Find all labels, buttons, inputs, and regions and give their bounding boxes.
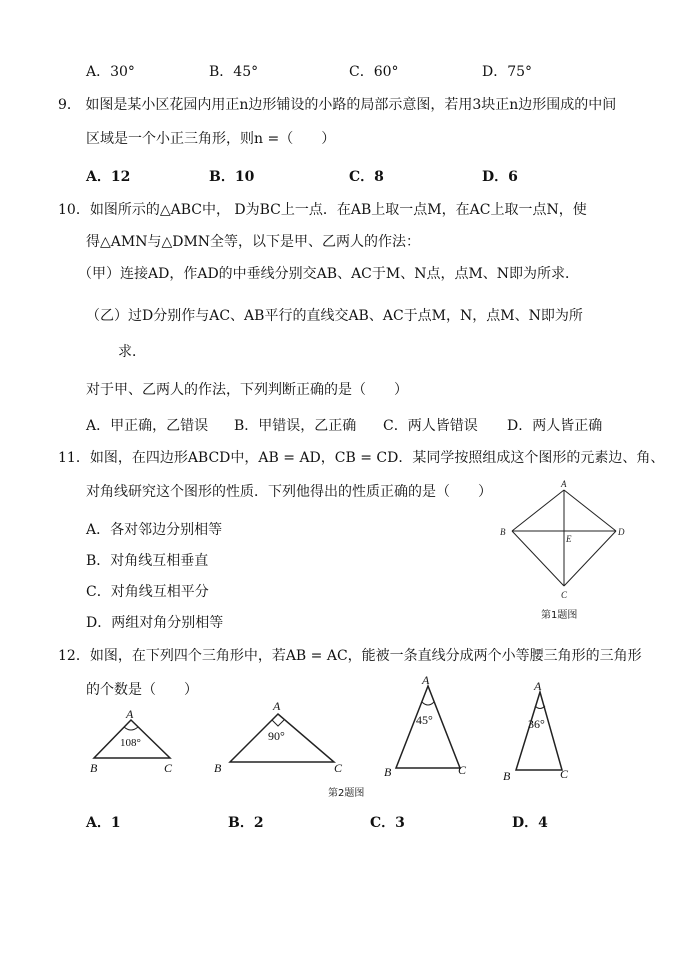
- tri1-angle-label: 108°: [120, 737, 141, 749]
- kite-label-c: C: [561, 590, 568, 600]
- q10-stem-line2: 得△AMN与△DMN全等，以下是甲、乙两人的作法：: [86, 234, 421, 250]
- q8-option-a: A．30°: [86, 64, 135, 80]
- q10-method-jia: （甲）连接AD，作AD的中垂线分别交AB、AC于M、N点，点M、N即为所求．: [78, 266, 580, 282]
- q9-option-d: D．6: [482, 169, 518, 185]
- q8-option-d: D．75°: [482, 64, 533, 80]
- tri2-label-b: B: [214, 761, 222, 775]
- kite-label-d: D: [618, 527, 625, 537]
- q10-option-d: D．两人皆正确: [507, 418, 603, 434]
- tri2-angle-label: 90°: [268, 729, 285, 743]
- tri4-label-a: A: [534, 679, 542, 693]
- q11-option-a: A．各对邻边分别相等: [86, 522, 223, 538]
- tri2-label-a: A: [273, 699, 281, 713]
- q11-option-b: B．对角线互相垂直: [86, 553, 209, 569]
- q11-option-d: D．两组对角分别相等: [86, 615, 224, 631]
- q12-option-d: D．4: [512, 815, 548, 831]
- q11-option-c: C．对角线互相平分: [86, 584, 209, 600]
- q9-option-a: A．12: [86, 169, 131, 185]
- q12-triangle-36: [500, 676, 590, 784]
- kite-side-dc: [564, 531, 616, 586]
- tri3-label-c: C: [458, 763, 467, 777]
- q11-kite-figure: [490, 478, 640, 608]
- tri3-label-b: B: [384, 765, 392, 779]
- q12-option-a: A．1: [86, 815, 121, 831]
- q12-figure-caption: 第2题图: [328, 788, 365, 799]
- kite-side-ad: [564, 490, 616, 531]
- kite-label-a: A: [561, 479, 567, 489]
- q10-option-c: C．两人皆错误: [383, 418, 478, 434]
- q10-prompt: 对于甲、乙两人的作法，下列判断正确的是（ ）: [86, 382, 408, 398]
- kite-side-ab: [512, 490, 564, 531]
- q12-triangle-108: [86, 706, 186, 776]
- kite-side-bc: [512, 531, 564, 586]
- tri3-angle-label: 45°: [416, 713, 433, 727]
- tri3-label-a: A: [422, 673, 430, 687]
- q8-option-b: B．45°: [209, 64, 259, 80]
- q12-option-c: C．3: [370, 815, 405, 831]
- q12-triangle-45: [380, 672, 480, 780]
- q12-option-b: B．2: [228, 815, 264, 831]
- tri4-angle-label: 36°: [528, 717, 545, 731]
- q10-stem-line1: 10．如图所示的△ABC中， D为BC上一点．在AB上取一点M，在AC上取一点N，使: [58, 202, 587, 218]
- tri4-label-c: C: [560, 767, 569, 781]
- q9-option-c: C．8: [349, 169, 384, 185]
- q10-option-b: B．甲错误，乙正确: [234, 418, 357, 434]
- q9-stem-line1: 9． 如图是某小区花园内用正n边形铺设的小路的局部示意图，若用3块正n边形围成的中间: [58, 97, 617, 113]
- tri1-label-b: B: [90, 761, 98, 775]
- q12-triangle-90: [210, 698, 350, 778]
- tri4-label-b: B: [503, 769, 511, 783]
- q10-method-yi-line1: （乙）过D分别作与AC、AB平行的直线交AB、AC于点M，N，点M、N即为所: [86, 308, 583, 324]
- tri1-label-c: C: [164, 761, 173, 775]
- q10-method-yi-line2: 求．: [118, 344, 146, 360]
- kite-label-e: E: [566, 534, 572, 544]
- q11-stem-line2: 对角线研究这个图形的性质．下列他得出的性质正确的是（ ）: [86, 484, 492, 500]
- q12-stem-line1: 12．如图，在下列四个三角形中，若AB = AC，能被一条直线分成两个小等腰三角形的三角形: [58, 648, 642, 664]
- q11-figure-caption: 第1题图: [541, 610, 578, 621]
- q9-option-b: B．10: [209, 169, 255, 185]
- kite-label-b: B: [500, 527, 506, 537]
- tri1-label-a: A: [126, 707, 134, 721]
- tri2-label-c: C: [334, 761, 343, 775]
- q11-stem-line1: 11．如图，在四边形ABCD中，AB = AD，CB = CD．某同学按照组成这个图形的元素边、角、: [58, 450, 665, 466]
- q8-option-c: C．60°: [349, 64, 399, 80]
- q9-stem-line2: 区域是一个小正三角形，则n =（ ）: [86, 131, 336, 147]
- q12-stem-line2: 的个数是（ ）: [86, 682, 198, 698]
- q10-option-a: A．甲正确，乙错误: [86, 418, 209, 434]
